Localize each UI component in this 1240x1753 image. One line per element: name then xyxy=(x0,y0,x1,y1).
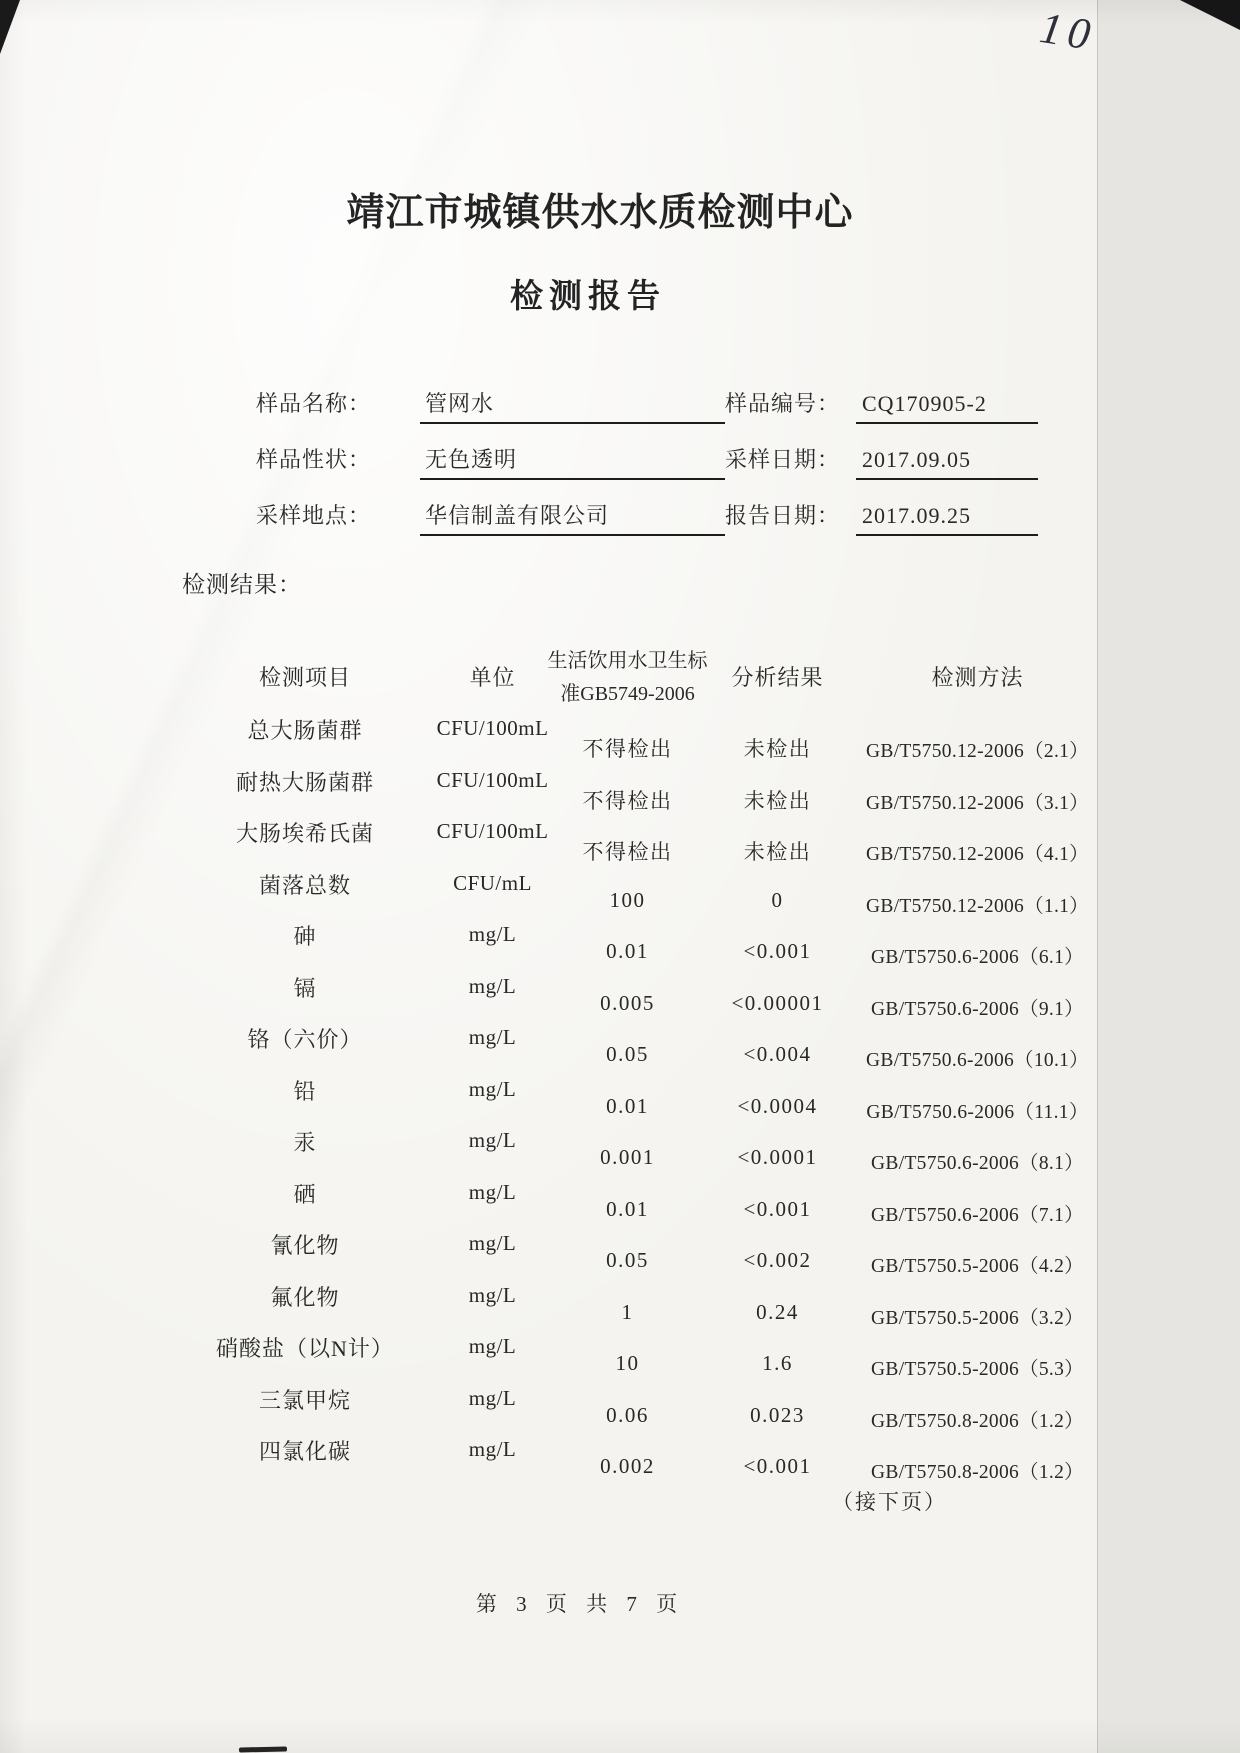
cell-analysis-result: <0.001 xyxy=(743,1196,812,1221)
organization-title: 靖江市城镇供水水质检测中心 xyxy=(346,192,854,234)
cell-item: 砷 xyxy=(293,924,317,949)
field-label: 报告日期： xyxy=(725,503,841,528)
field-value-underlined: 华信制盖有限公司 xyxy=(420,500,725,536)
column-header-unit: 单位 xyxy=(469,665,516,690)
cell-unit: mg/L xyxy=(468,1076,517,1101)
cell-standard-limit: 0.005 xyxy=(600,990,655,1015)
continued-note: （接下页） xyxy=(832,1490,947,1514)
cell-method: GB/T5750.5-2006（5.3） xyxy=(871,1359,1084,1380)
table-row xyxy=(170,920,1100,972)
sample-info-row xyxy=(256,388,1038,444)
cell-standard-limit: 0.001 xyxy=(600,1145,655,1169)
field-value-underlined: 2017.09.05 xyxy=(856,444,1038,480)
results-section-label: 检测结果： xyxy=(182,572,302,597)
field-value-underlined: CQ170905-2 xyxy=(856,388,1038,424)
cell-unit: CFU/100mL xyxy=(436,819,549,843)
cell-method: GB/T5750.12-2006（2.1） xyxy=(866,741,1089,762)
field-label: 样品性状： xyxy=(256,447,372,472)
cell-unit: CFU/100mL xyxy=(436,767,549,792)
results-table xyxy=(170,645,1100,1487)
cell-analysis-result: <0.001 xyxy=(743,939,812,963)
cell-standard-limit: 不得检出 xyxy=(582,737,673,761)
table-row xyxy=(170,1332,1100,1384)
cell-item: 总大肠菌群 xyxy=(247,718,363,743)
cell-item: 氰化物 xyxy=(270,1233,340,1258)
field-label: 采样地点： xyxy=(256,503,372,528)
table-row xyxy=(170,766,1100,818)
column-header-standard-line1: 生活饮用水卫生标 xyxy=(547,650,708,672)
cell-analysis-result: 1.6 xyxy=(762,1351,793,1375)
cell-item: 铅 xyxy=(293,1078,317,1104)
sample-info-block xyxy=(256,388,1038,556)
cell-unit: CFU/100mL xyxy=(436,716,549,740)
table-row xyxy=(170,1023,1100,1075)
cell-analysis-result: 0.24 xyxy=(756,1299,799,1324)
cell-item: 镉 xyxy=(293,975,317,1001)
table-row xyxy=(170,1229,1100,1281)
cell-analysis-result: <0.0004 xyxy=(737,1093,818,1118)
cell-item: 四氯化碳 xyxy=(258,1439,351,1464)
cell-method: GB/T5750.12-2006（4.1） xyxy=(866,844,1089,865)
field-value-underlined: 管网水 xyxy=(420,388,725,424)
cell-standard-limit: 0.01 xyxy=(606,1196,649,1221)
table-row xyxy=(170,1281,1100,1333)
cell-unit: mg/L xyxy=(468,1231,517,1255)
cell-method: GB/T5750.5-2006（4.2） xyxy=(871,1256,1084,1277)
cell-item: 铬（六价） xyxy=(247,1027,363,1052)
cell-unit: mg/L xyxy=(468,1437,517,1461)
cell-analysis-result: 未检出 xyxy=(743,840,812,864)
cell-method: GB/T5750.6-2006（9.1） xyxy=(871,998,1084,1020)
cell-unit: mg/L xyxy=(468,1128,517,1152)
field-label: 采样日期： xyxy=(725,447,841,472)
cell-standard-limit: 100 xyxy=(609,887,646,912)
cell-item: 氟化物 xyxy=(270,1284,340,1310)
cell-unit: mg/L xyxy=(468,1025,517,1049)
cell-standard-limit: 0.05 xyxy=(606,1042,649,1066)
cell-item: 耐热大肠菌群 xyxy=(235,769,374,795)
cell-item: 菌落总数 xyxy=(258,872,351,898)
page-number: 第 3 页 共 7 页 xyxy=(475,1592,681,1616)
cell-analysis-result: 未检出 xyxy=(743,788,812,813)
cell-standard-limit: 10 xyxy=(615,1351,640,1375)
column-header-standard xyxy=(545,645,710,711)
cell-item: 硒 xyxy=(293,1181,317,1207)
table-row xyxy=(170,1178,1100,1230)
cell-method: GB/T5750.8-2006（1.2） xyxy=(871,1462,1084,1483)
cell-standard-limit: 0.002 xyxy=(600,1454,655,1478)
cell-analysis-result: 未检出 xyxy=(743,737,812,761)
field-value-underlined: 无色透明 xyxy=(420,444,725,480)
column-header-result: 分析结果 xyxy=(731,665,824,690)
cell-unit: CFU/mL xyxy=(453,870,532,895)
cell-method: GB/T5750.5-2006（3.2） xyxy=(871,1307,1084,1329)
handwritten-page-mark: 10 xyxy=(1036,2,1100,61)
cell-unit: mg/L xyxy=(468,973,517,998)
results-table-header xyxy=(170,645,1100,714)
cell-standard-limit: 0.06 xyxy=(606,1402,649,1427)
cell-analysis-result: 0.023 xyxy=(750,1402,805,1427)
cell-item: 汞 xyxy=(293,1130,317,1155)
table-row xyxy=(170,1435,1100,1487)
scan-artifact-top-left xyxy=(0,0,20,54)
cell-unit: mg/L xyxy=(468,1282,517,1307)
cell-standard-limit: 不得检出 xyxy=(582,840,673,864)
table-row xyxy=(170,972,1100,1024)
cell-item: 硝酸盐（以N计） xyxy=(216,1336,394,1361)
scan-edge-shadow xyxy=(1097,0,1240,1753)
cell-method: GB/T5750.6-2006（7.1） xyxy=(871,1204,1084,1226)
table-row xyxy=(170,1126,1100,1178)
field-value-underlined: 2017.09.25 xyxy=(856,500,1038,536)
cell-standard-limit: 0.05 xyxy=(606,1248,649,1272)
cell-standard-limit: 0.01 xyxy=(606,939,649,963)
cell-item: 大肠埃希氏菌 xyxy=(235,821,374,846)
field-label: 样品编号： xyxy=(725,391,841,416)
cell-analysis-result: <0.001 xyxy=(743,1454,812,1478)
cell-method: GB/T5750.8-2006（1.2） xyxy=(871,1410,1084,1432)
results-table-body xyxy=(170,714,1100,1487)
scan-artifact-bottom xyxy=(239,1746,287,1752)
cell-analysis-result: <0.00001 xyxy=(731,990,824,1015)
column-header-standard-line2: 准GB5749-2006 xyxy=(560,683,695,705)
cell-method: GB/T5750.6-2006（8.1） xyxy=(871,1153,1084,1174)
cell-standard-limit: 不得检出 xyxy=(582,788,673,813)
cell-analysis-result: <0.004 xyxy=(743,1042,812,1066)
cell-standard-limit: 1 xyxy=(621,1299,634,1324)
cell-method: GB/T5750.6-2006（10.1） xyxy=(866,1050,1089,1071)
cell-analysis-result: <0.0001 xyxy=(737,1145,818,1169)
column-header-method: 检测方法 xyxy=(931,665,1024,690)
sample-info-row xyxy=(256,500,1038,556)
cell-method: GB/T5750.12-2006（3.1） xyxy=(866,792,1089,814)
table-row xyxy=(170,1384,1100,1436)
cell-unit: mg/L xyxy=(468,922,517,946)
report-title: 检测报告 xyxy=(510,279,666,315)
cell-unit: mg/L xyxy=(468,1179,517,1204)
cell-method: GB/T5750.12-2006（1.1） xyxy=(866,895,1089,917)
field-label: 样品名称： xyxy=(256,391,372,416)
column-header-item: 检测项目 xyxy=(258,665,351,690)
table-row xyxy=(170,714,1100,766)
cell-standard-limit: 0.01 xyxy=(606,1093,649,1118)
cell-unit: mg/L xyxy=(468,1385,517,1410)
cell-analysis-result: <0.002 xyxy=(743,1248,812,1272)
sample-info-row xyxy=(256,444,1038,500)
table-row xyxy=(170,869,1100,921)
cell-analysis-result: 0 xyxy=(771,887,784,912)
table-row xyxy=(170,817,1100,869)
cell-method: GB/T5750.6-2006（6.1） xyxy=(871,947,1084,968)
table-row xyxy=(170,1075,1100,1127)
cell-method: GB/T5750.6-2006（11.1） xyxy=(866,1101,1089,1123)
cell-unit: mg/L xyxy=(468,1334,517,1358)
cell-item: 三氯甲烷 xyxy=(258,1387,351,1413)
